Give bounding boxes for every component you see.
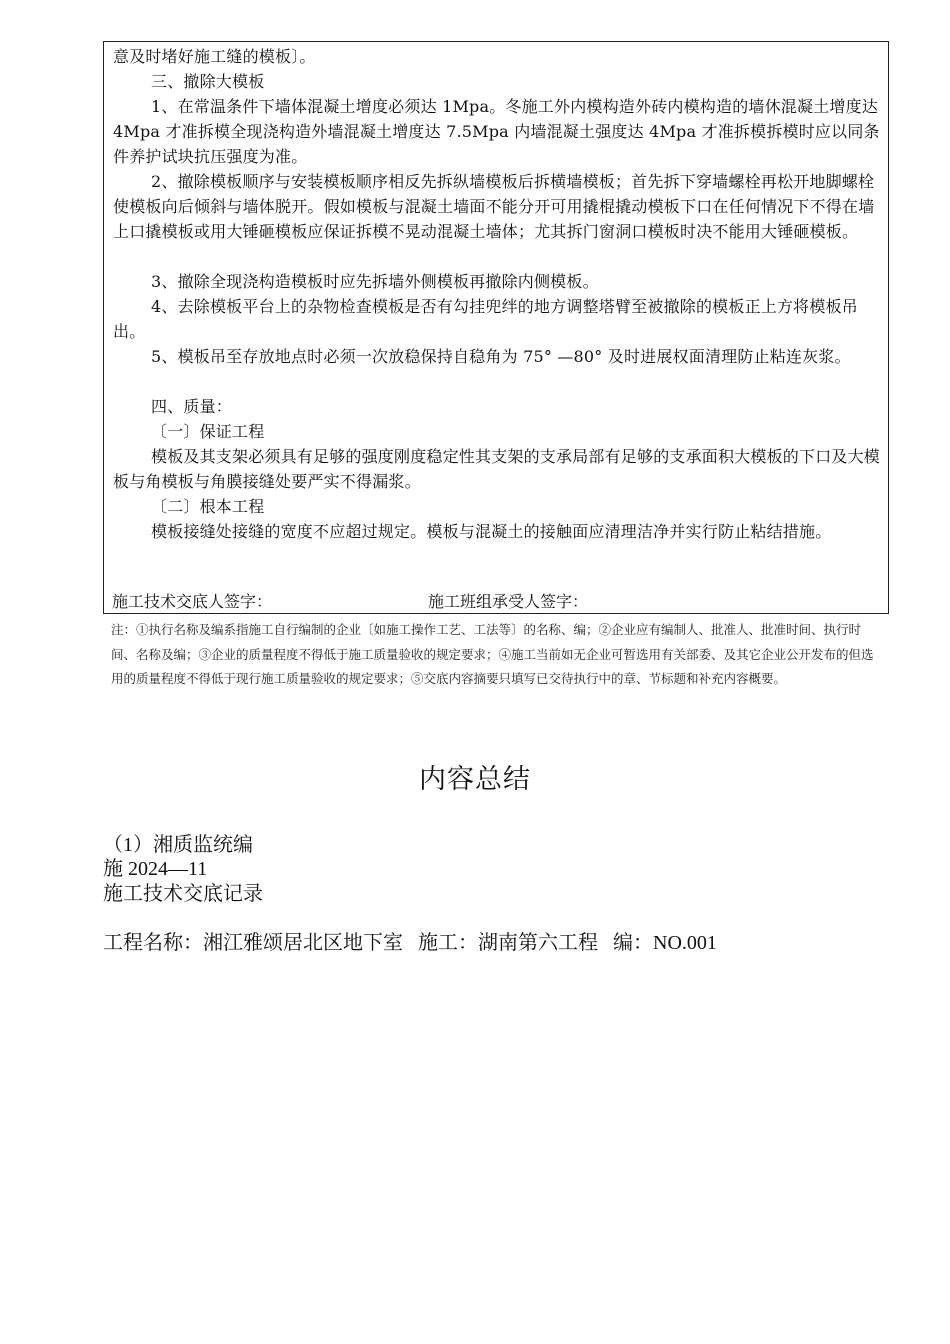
subheading-guarantee-items: 〔一〕保证工程	[151, 422, 265, 441]
signature-discloser-label: 施工技术交底人签字：	[112, 592, 273, 611]
paragraph-item-2: 2、撤除模板顺序与安装模板顺序相反先拆纵墙模板后拆横墙模板；首先拆下穿墙螺栓再松开地脚螺栓使模板向后倾斜与墙体脱开。假如模板与混凝土墙面不能分开可用撬棍撬动模板下口在任何情况下不得在墙上口撬模板或用大锤砸模板应保证拆模不晃动混凝土墙体；尤其拆门窗洞口模板时决不能用大锤砸模板。	[113, 172, 875, 241]
signature-receiver-label: 施工班组承受人签字：	[428, 592, 589, 611]
summary-line-4: 工程名称：湘江雅颂居北区地下室 施工：湖南第六工程 编：NO.001	[103, 932, 717, 954]
section-heading-remove-formwork: 三、撤除大模板	[151, 72, 265, 91]
section-heading-quality: 四、质量：	[151, 397, 233, 416]
summary-line-1: （1）湘质监统编	[103, 834, 253, 856]
paragraph-item-5: 5、模板吊至存放地点时必须一次放稳保持自稳角为 75° —80° 及时进展权面清理防止粘连灰浆。	[151, 347, 851, 366]
footnote: 注：①执行名称及编系指施工自行编制的企业〔如施工操作工艺、工法等〕的名称、编；②企业应有编制人、批准人、批准时间、执行时间、名称及编；③企业的质量程度不得低于施工质量验收的规定要求；④施工当前如无企业可暂选用有关部委、及其它企业公开发布的但选用的质量程度不得低于现行施工质量验收的规定要求；⑤交底内容摘要只填写已交待执行中的章、节标题和补充内容概要。	[111, 622, 874, 686]
paragraph-item-1: 1、在常温条件下墙体混凝土增度必须达 1Mpa。冬施工外内模构造外砖内模构造的墙休混凝土增度达 4Mpa 才准拆模全现浇构造外墙混凝土增度达 7.5Mpa 内墙混凝土强度达 4Mpa 才准拆模拆模时应以同条件养护试块抗压强度为准。	[113, 97, 880, 166]
summary-title: 内容总结	[419, 764, 531, 795]
summary-line-2: 施 2024—11	[103, 858, 208, 880]
disclosure-content-box	[103, 41, 889, 614]
paragraph-item-3: 3、撤除全现浇构造模板时应先拆墙外侧模板再撤除内侧模板。	[151, 272, 599, 291]
paragraph-basic: 模板接缝处接缝的宽度不应超过规定。模板与混凝土的接触面应清理洁净并实行防止粘结措施。	[151, 522, 832, 541]
paragraph-item-4: 4、去除模板平台上的杂物检查模板是否有勾挂兜绊的地方调整塔臂至被撤除的模板正上方将模板吊出。	[113, 297, 858, 341]
subheading-basic-items: 〔二〕根本工程	[151, 497, 265, 516]
summary-line-3: 施工技术交底记录	[103, 883, 263, 905]
paragraph-continuation: 意及时堵好施工缝的模板〕。	[113, 47, 316, 66]
paragraph-guarantee: 模板及其支架必须具有足够的强度刚度稳定性其支架的支承局部有足够的支承面积大模板的下口及大模板与角模板与角膜接缝处要严实不得漏浆。	[113, 447, 881, 491]
